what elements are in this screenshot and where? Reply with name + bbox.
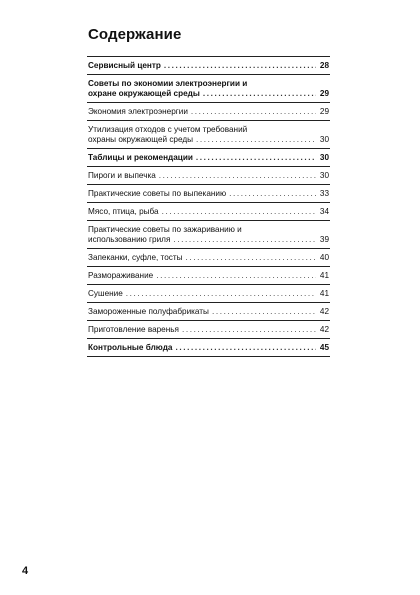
- toc-entry-page: 42: [319, 325, 329, 334]
- toc-entry[interactable]: [87, 103, 330, 121]
- toc-entry[interactable]: [87, 285, 330, 303]
- toc-entry-title-line: Контрольные блюда: [88, 343, 173, 352]
- toc-entry[interactable]: [87, 203, 330, 221]
- dot-leader: [196, 135, 316, 145]
- toc-entry-title-line: Советы по экономии электроэнергии и: [88, 79, 248, 88]
- dot-leader: [182, 325, 316, 335]
- dot-leader: [173, 235, 316, 245]
- toc-entry[interactable]: [87, 267, 330, 285]
- toc-entry-title-line: Практические советы по выпеканию: [88, 189, 227, 198]
- toc-entry[interactable]: [87, 167, 330, 185]
- toc-entry[interactable]: [87, 121, 330, 149]
- dot-leader: [126, 289, 316, 299]
- dot-leader: [175, 343, 316, 353]
- toc-entry-title-line: Утилизация отходов с учетом требований: [88, 125, 248, 134]
- toc-entry-line: [88, 135, 329, 145]
- toc-entry[interactable]: [87, 221, 330, 249]
- toc-entry-line: [88, 343, 329, 353]
- toc-entry-line: [88, 189, 329, 199]
- toc-entry-title-line: Пироги и выпечка: [88, 171, 156, 180]
- toc-entry-page: 28: [319, 61, 329, 70]
- dot-leader: [156, 271, 316, 281]
- toc-entry-line: [88, 253, 329, 263]
- toc-entry-page: 29: [319, 107, 329, 116]
- table-of-contents: [87, 56, 330, 357]
- dot-leader: [159, 171, 316, 181]
- toc-entry-title-line: Сервисный центр: [88, 61, 161, 70]
- toc-entry-title-line: охране окружающей среды: [88, 89, 200, 98]
- toc-entry[interactable]: [87, 185, 330, 203]
- page-title: Содержание: [88, 26, 182, 43]
- toc-entry-title-line: Экономия электроэнергии: [88, 107, 188, 116]
- toc-entry-title-line: Приготовление варенья: [88, 325, 179, 334]
- toc-entry-title-line: Таблицы и рекомендации: [88, 153, 193, 162]
- toc-entry-page: 33: [319, 189, 329, 198]
- toc-entry-line: [88, 171, 329, 181]
- toc-entry[interactable]: [87, 321, 330, 339]
- toc-entry[interactable]: [87, 75, 330, 103]
- dot-leader: [164, 61, 316, 71]
- toc-entry-page: 34: [319, 207, 329, 216]
- toc-entry-line: [88, 89, 329, 99]
- toc-entry[interactable]: [87, 249, 330, 267]
- toc-entry-line: [88, 61, 329, 71]
- toc-entry-line: [88, 207, 329, 217]
- toc-entry[interactable]: [87, 303, 330, 321]
- toc-entry[interactable]: [87, 57, 330, 75]
- toc-entry-line: [88, 235, 329, 245]
- toc-entry-line: [88, 289, 329, 299]
- page-number: 4: [22, 565, 29, 577]
- dot-leader: [191, 107, 316, 117]
- toc-entry[interactable]: [87, 339, 330, 357]
- toc-entry-title-line: Запеканки, суфле, тосты: [88, 253, 183, 262]
- toc-entry-page: 29: [319, 89, 329, 98]
- toc-entry-title-line: использованию гриля: [88, 235, 171, 244]
- toc-entry-title-line: Практические советы по зажариванию и: [88, 225, 242, 234]
- dot-leader: [212, 307, 316, 317]
- toc-entry-line: [88, 307, 329, 317]
- toc-entry-title-line: Мясо, птица, рыба: [88, 207, 159, 216]
- dot-leader: [229, 189, 316, 199]
- toc-entry-page: 45: [319, 343, 329, 352]
- toc-entry-line: [88, 153, 329, 163]
- toc-entry-title-line: Размораживание: [88, 271, 154, 280]
- toc-entry-line: [88, 271, 329, 281]
- toc-entry-page: 30: [319, 153, 329, 162]
- toc-entry-title-line: охраны окружающей среды: [88, 135, 194, 144]
- dot-leader: [186, 253, 317, 263]
- toc-entry-page: 30: [319, 135, 329, 144]
- toc-entry-page: 40: [319, 253, 329, 262]
- toc-entry-page: 39: [319, 235, 329, 244]
- toc-entry-title-line: Замороженные полуфабрикаты: [88, 307, 209, 316]
- toc-entry-page: 41: [319, 289, 329, 298]
- toc-entry-line: [88, 107, 329, 117]
- toc-entry-page: 42: [319, 307, 329, 316]
- toc-entry-page: 41: [319, 271, 329, 280]
- dot-leader: [203, 89, 316, 99]
- toc-entry[interactable]: [87, 149, 330, 167]
- dot-leader: [162, 207, 316, 217]
- toc-entry-page: 30: [319, 171, 329, 180]
- dot-leader: [196, 153, 316, 163]
- toc-entry-title-line: Сушение: [88, 289, 123, 298]
- toc-entry-line: [88, 325, 329, 335]
